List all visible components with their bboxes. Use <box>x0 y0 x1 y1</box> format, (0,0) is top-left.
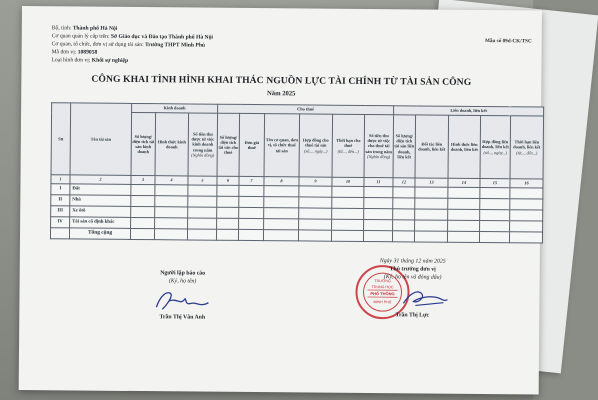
svg-text:PHỔ THÔNG: PHỔ THÔNG <box>370 291 395 297</box>
preparer-title: Người lập báo cáo <box>160 270 206 277</box>
signature-date: Ngày 31 tháng 12 năm 2025 <box>379 258 446 265</box>
column-index: 2 <box>70 175 131 185</box>
row-stt: III <box>51 206 70 217</box>
director-sign-note: (Ký, họ tên và đóng dấu) <box>383 274 442 281</box>
column-index: 1 <box>51 175 70 184</box>
header-col-16: Thời hạn liên doanh, liên kết (từ..., đến...) <box>510 116 544 179</box>
row-asset-name: Xe ôtô <box>70 206 131 218</box>
preparer-name: Trần Thị Vân Anh <box>159 314 206 321</box>
column-index: 14 <box>448 178 480 187</box>
preparer-handwritten-signature <box>146 287 218 314</box>
header-group-business: Kinh doanh <box>132 103 218 113</box>
column-index: 5 <box>188 176 217 185</box>
preparer-signature-block <box>117 269 247 322</box>
asset-report-table <box>50 102 544 243</box>
column-index: 7 <box>239 176 264 185</box>
header-col-10: Thời hạn cho thuê (từ..., đến...) <box>332 114 365 177</box>
header-col-4: Hình thức kinh doanh <box>155 113 189 176</box>
svg-text:MINH PHÚ: MINH PHÚ <box>373 300 392 305</box>
header-col-7: Đơn giá thuê <box>239 113 265 176</box>
director-name: Trần Thị Lực <box>395 312 430 319</box>
row-asset-name: Nhà <box>70 195 131 207</box>
header-col-11: Số tiền thu được từ việc cho thuê tài sản trong năm (Nghìn đồng) <box>364 114 394 177</box>
svg-text:TRUNG HỌC: TRUNG HỌC <box>371 285 394 290</box>
header-stt: Stt <box>51 103 71 175</box>
header-col-15: Hợp đồng liên doanh, liên kết (số..., ngày...) <box>480 116 511 179</box>
column-index: 4 <box>155 176 188 185</box>
column-index: 3 <box>131 175 155 184</box>
column-index: 10 <box>332 177 364 186</box>
header-group-joint-venture: Liên doanh, liên kết <box>394 106 544 116</box>
form-code: Mẫu số 09d-CK/TSC <box>484 38 532 45</box>
header-group-lease: Cho thuê <box>218 104 394 115</box>
column-index: 13 <box>415 178 448 187</box>
header-line-unit-type: Loại hình đơn vị: Khối sự nghiệp <box>51 57 129 64</box>
header-line-ministry: Bộ, tỉnh: Thành phố Hà Nội <box>51 25 118 32</box>
column-index: 9 <box>299 177 332 186</box>
row-stt: I <box>51 184 70 195</box>
column-index: 8 <box>264 177 299 186</box>
report-year: Năm 2025 <box>267 90 296 98</box>
document-page <box>19 6 542 395</box>
header-col-12: Số lượng/ diện tích tài sản liên doanh, liên kết <box>393 115 416 178</box>
header-col-9: Hợp đồng cho thuê tài sản (số..., ngày...) <box>299 114 333 177</box>
header-col-13: Đối tác liên doanh, liên kết <box>415 115 449 178</box>
row-stt: IV <box>51 217 70 228</box>
column-index: 16 <box>510 179 543 188</box>
header-col-6: Số lượng/ diện tích tài sản cho thuê <box>217 113 240 176</box>
header-asset-name: Tên tài sản <box>70 103 132 176</box>
column-index: 15 <box>480 179 510 188</box>
column-index: 11 <box>364 177 393 186</box>
header-col-14: Hình thức liên doanh, liên kết <box>448 115 481 178</box>
row-asset-name: Tài sản cố định khác <box>70 217 131 229</box>
header-line-supervising-agency: Cơ quan quản lý cấp trên: Sở Giáo dục và Đào tạo Thành phố Hà Nội <box>51 33 213 41</box>
director-title: Thủ trưởng đơn vị <box>389 266 436 273</box>
header-col-5: Số tiền thu được từ việc kinh doanh trong năm (Nghìn đồng) <box>188 113 218 176</box>
director-handwritten-signature <box>373 283 451 312</box>
header-line-using-unit: Cơ quan, tổ chức, đơn vị sử dụng tài sản: Trường THPT Minh Phú <box>51 41 206 49</box>
row-stt: II <box>51 195 70 206</box>
column-index: 12 <box>393 178 415 187</box>
director-signature-block <box>347 257 478 320</box>
total-label: Tổng cộng <box>69 228 130 240</box>
column-index: 6 <box>217 176 239 185</box>
svg-text:TRƯỜNG: TRƯỜNG <box>374 279 391 284</box>
document-title: CÔNG KHAI TÌNH HÌNH KHAI THÁC NGUỒN LỰC TÀI CHÍNH TỪ TÀI SẢN CÔNG <box>91 73 472 88</box>
header-line-unit-code: Mã đơn vị: 1089058 <box>51 49 98 56</box>
row-asset-name: Đất <box>70 184 131 196</box>
header-col-3: Số lượng/ diện tích tài sản kinh doanh <box>131 112 156 175</box>
header-col-8: Tên cơ quan, đơn vị, tổ chức thuê tài sản <box>264 114 300 177</box>
preparer-sign-note: (Ký, họ tên) <box>168 278 197 285</box>
